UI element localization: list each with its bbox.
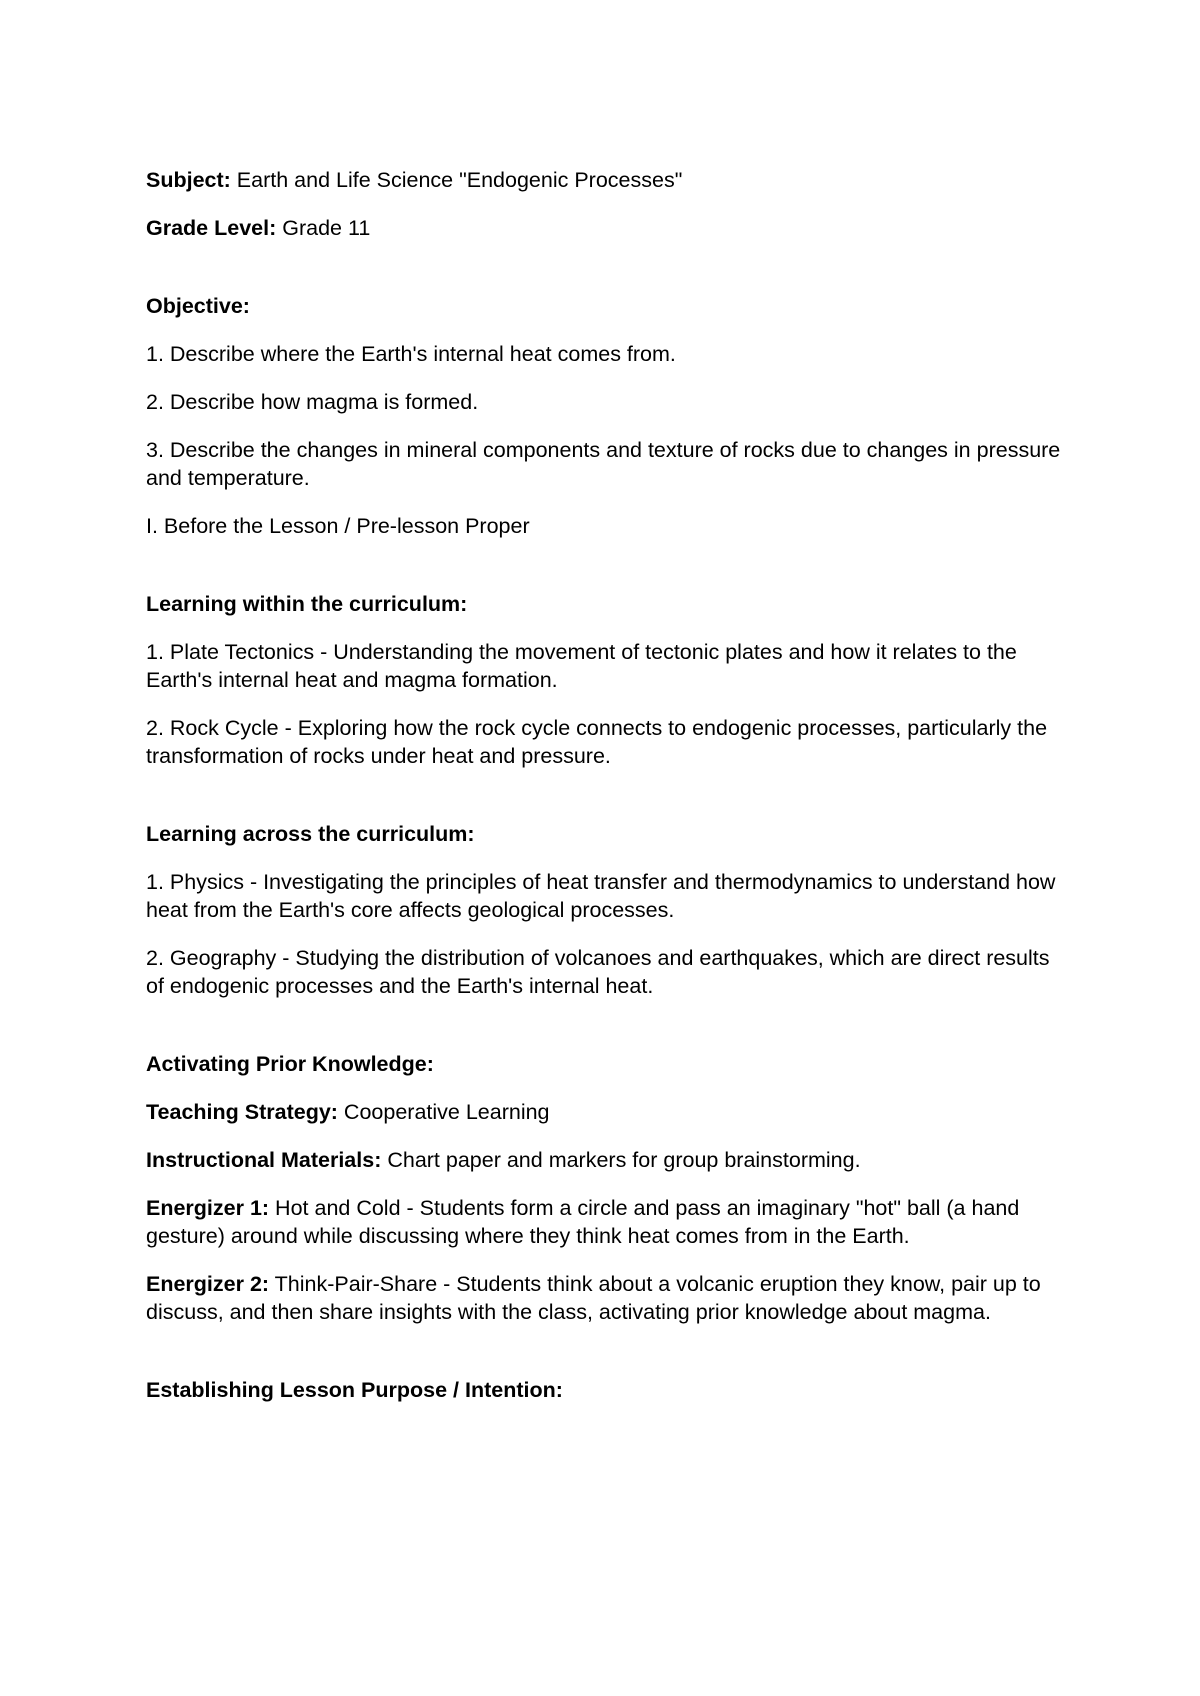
energizer-1-value: Hot and Cold - Students form a circle and pass an imaginary "hot" ball (a hand gesture) around while discussing where they think heat comes from in the Earth. bbox=[146, 1196, 1020, 1248]
objective-heading: Objective: bbox=[146, 294, 250, 318]
energizer-1-line bbox=[146, 1194, 1066, 1250]
objective-item: 1. Describe where the Earth's internal heat comes from. bbox=[146, 342, 676, 366]
grade-value: Grade 11 bbox=[276, 216, 371, 240]
grade-label: Grade Level: bbox=[146, 216, 277, 240]
prior-knowledge-heading: Activating Prior Knowledge: bbox=[146, 1052, 434, 1076]
subject-value: Earth and Life Science "Endogenic Processes" bbox=[230, 168, 683, 192]
teaching-strategy-label: Teaching Strategy: bbox=[146, 1100, 338, 1124]
document-body bbox=[146, 166, 1066, 1424]
energizer-2-value: Think-Pair-Share - Students think about a volcanic eruption they know, pair up to discuss, and then share insights with the class, activating prior knowledge about magma. bbox=[146, 1272, 1041, 1324]
subject-line bbox=[146, 166, 1066, 194]
teaching-strategy-line bbox=[146, 1098, 1066, 1126]
grade-line bbox=[146, 214, 1066, 242]
instructional-materials-value: Chart paper and markers for group brainstorming. bbox=[381, 1148, 861, 1172]
teaching-strategy-value: Cooperative Learning bbox=[337, 1100, 550, 1124]
subject-label: Subject: bbox=[146, 168, 231, 192]
energizer-1-label: Energizer 1: bbox=[146, 1196, 270, 1220]
instructional-materials-label: Instructional Materials: bbox=[146, 1148, 382, 1172]
across-curriculum-item: 2. Geography - Studying the distribution of volcanoes and earthquakes, which are direct results of endogenic processes and the Earth's internal heat. bbox=[146, 946, 1050, 998]
within-curriculum-item: 1. Plate Tectonics - Understanding the movement of tectonic plates and how it relates to the Earth's internal heat and magma formation. bbox=[146, 640, 1017, 692]
across-curriculum-heading: Learning across the curriculum: bbox=[146, 822, 475, 846]
across-curriculum-item: 1. Physics - Investigating the principles of heat transfer and thermodynamics to understand how heat from the Earth's core affects geological processes. bbox=[146, 870, 1056, 922]
lesson-purpose-heading: Establishing Lesson Purpose / Intention: bbox=[146, 1378, 563, 1402]
instructional-materials-line bbox=[146, 1146, 1066, 1174]
objective-item: 2. Describe how magma is formed. bbox=[146, 390, 479, 414]
energizer-2-line bbox=[146, 1270, 1066, 1326]
objective-item: 3. Describe the changes in mineral components and texture of rocks due to changes in pressure and temperature. bbox=[146, 438, 1061, 490]
within-curriculum-item: 2. Rock Cycle - Exploring how the rock cycle connects to endogenic processes, particularly the transformation of rocks under heat and pressure. bbox=[146, 716, 1048, 768]
lesson-part-heading: I. Before the Lesson / Pre-lesson Proper bbox=[146, 514, 530, 538]
energizer-2-label: Energizer 2: bbox=[146, 1272, 270, 1296]
within-curriculum-heading: Learning within the curriculum: bbox=[146, 592, 468, 616]
